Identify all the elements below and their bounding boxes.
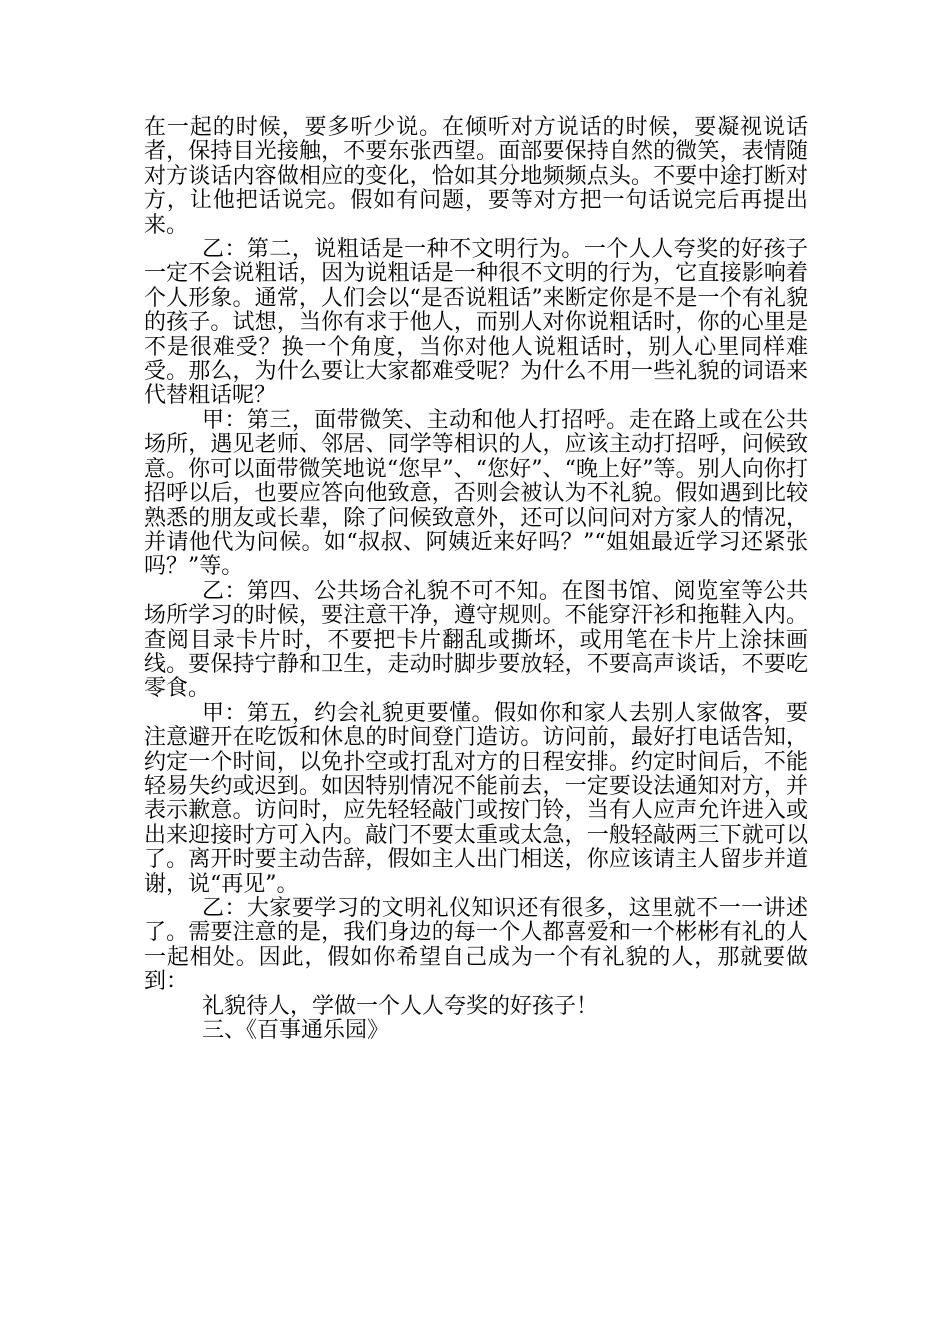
paragraph-conclusion: 乙：大家要学习的文明礼仪知识还有很多，这里就不一一讲述了。需要注意的是，我们身边的每一个人都喜爱和一个彬彬有礼的人一起相处。因此，假如你希望自己成为一个有礼貌的人，那就要做到：: [144, 896, 808, 995]
paragraph-fourth-public-places: 乙：第四、公共场合礼貌不可不知。在图书馆、阅览室等公共场所学习的时候，要注意干净，遵守规则。不能穿汗衫和拖鞋入内。查阅目录卡片时，不要把卡片翻乱或撕坏，或用笔在卡片上涂抹画线。要保持宁静和卫生，走动时脚步要放轻，不要高声谈话，不要吃零食。: [144, 578, 808, 702]
paragraph-listening-continuation: 在一起的时候，要多听少说。在倾听对方说话的时候，要凝视说话者，保持目光接触，不要东张西望。面部要保持自然的微笑，表情随对方谈话内容做相应的变化，恰如其分地频频点头。不要中途打断对方，让他把话说完。假如有问题，要等对方把一句话说完后再提出来。: [144, 115, 808, 238]
document-body: [144, 116, 808, 1043]
paragraph-motto: 礼貌待人，学做一个人人夸奖的好孩子！: [202, 993, 599, 1019]
paragraph-second-no-rude-words: 乙：第二，说粗话是一种不文明行为。一个人人夸奖的好孩子一定不会说粗话，因为说粗话是一种很不文明的行为，它直接影响着个人形象。通常，人们会以“是否说粗话”来断定你是不是一个有礼貌的孩子。试想，当你有求于他人，而别人对你说粗话时，你的心里是不是很难受？换一个角度，当你对他人说粗话时，别人心里同样难受。那么，为什么要让大家都难受呢？为什么不用一些礼貌的词语来代替粗话呢？: [144, 237, 808, 409]
section-heading-baishitong: 三、《百事通乐园》: [202, 1018, 390, 1044]
paragraph-fifth-visiting: 甲：第五，约会礼貌更要懂。假如你和家人去别人家做客，要注意避开在吃饭和休息的时间登门造访。访问前，最好打电话告知，约定一个时间，以免扑空或打乱对方的日程安排。约定时间后，不能轻易失约或迟到。如因特别情况不能前去，一定要设法通知对方，并表示歉意。访问时，应先轻轻敲门或按门铃，当有人应声允许进入或出来迎接时方可入内。敲门不要太重或太急，一般轻敲两三下就可以了。离开时要主动告辞，假如主人出门相送，你应该请主人留步并道谢，说“再见”。: [144, 700, 808, 897]
paragraph-third-greeting: 甲：第三，面带微笑、主动和他人打招呼。走在路上或在公共场所，遇见老师、邻居、同学等相识的人，应该主动打招呼，问候致意。你可以面带微笑地说“您早”、“您好”、“晚上好”等。别人向你打招呼以后，也要应答向他致意，否则会被认为不礼貌。假如遇到比较熟悉的朋友或长辈，除了问候致意外，还可以问问对方家人的情况，并请他代为问候。如“叔叔、阿姨近来好吗？”“姐姐最近学习还紧张吗？”等。: [144, 407, 808, 580]
